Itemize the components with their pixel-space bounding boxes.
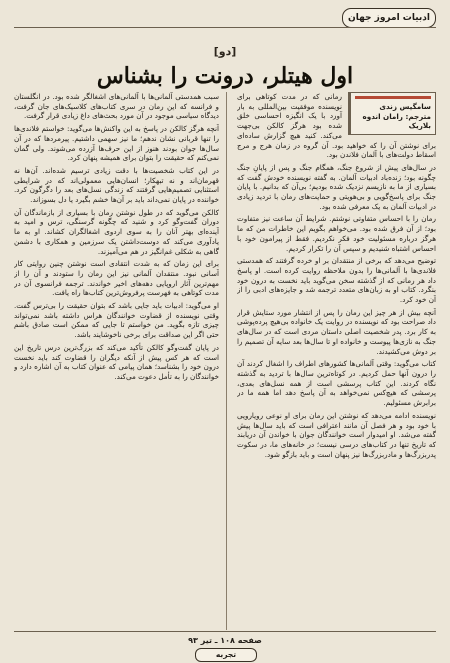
paragraph: او می‌گوید: ادبیات باید جایی باشد که بتوان حقیقت را بی‌ترس گفت. وقتی نویسنده از قضاوت خوانندگان هراس داشته باشد نمی‌تواند چیزی تازه بگوید. من خواستم تا جایی که ممکن است صادق باشم حتی اگر این صداقت برای برخی ناخوشایند باشد. <box>14 301 219 340</box>
paragraph: سبب همدستی آلمانی‌ها با آلمانی‌های اشغالگر شده بود. در انگلستان و فرانسه که این رمان در سری کتاب‌های کلاسیک‌های جان گرفت، دیدگاه سیاسی موجود در آن مورد بحث‌های داغ زیادی قرار گرفت. <box>14 92 219 121</box>
paragraph: در پایان گفت‌وگو کالکن تأکید می‌کند که بزرگ‌ترین درس تاریخ این است که هر کس پیش از آنکه دیگران را قضاوت کند باید نخست درون خود را بشناسد؛ همان پیامی که عنوان کتاب به آن اشاره دارد و خوانندگان را به تأمل دعوت می‌کند. <box>14 342 219 381</box>
magazine-logo <box>195 648 257 662</box>
paragraph: در سال‌های پیش از شروع جنگ، همگام جنگ و پس از پایانِ جنگ چگونه بود؛ زنده‌باد ادبیات آلمان. به گفته نویسنده خودش گفت که بسیاری از ما به نازیسم نزدیک شده بودیم؛ بی‌آن که بدانیم. با پایان جنگ برای پاسخ‌گویی و بی‌هویتی و حمایت‌های رمان با تردید زیادی در ادبیات آلمان به یک معرفی شده بود. <box>237 162 436 211</box>
part-label: [دو] <box>213 45 237 58</box>
header-rule <box>14 27 436 28</box>
paragraph: در این کتاب شخصیت‌ها با دقت زیادی ترسیم شده‌اند. آن‌ها نه قهرمان‌اند و نه تبهکار؛ انسان‌هایی معمولی‌اند که در شرایطی استثنایی تصمیم‌هایی گرفتند که زندگی نسل‌های بعد را دگرگون کرد. خواننده در پایان نمی‌داند باید بر آن‌ها خشم بگیرد یا دل بسوزاند. <box>14 165 219 205</box>
page-number: صفحه ۱۰۸ ـ تیر ۹۳ <box>188 636 262 645</box>
column-divider <box>226 92 227 630</box>
paragraph: آنچه هرگز کالکن در پاسخ به این واکنش‌ها می‌گوید: خواستم فلاندی‌ها را تنها قربانی نشان ندهم؛ ما نیز سهمی داشتیم. پیرمردها که در آن سال‌ها جوان بودند هنوز از این حرف‌ها آزرده می‌شوند. ولی گمان نمی‌کنم که حقیقت را بتوان برای همیشه پنهان کرد. <box>14 124 219 163</box>
paragraph: آنچه بیش از هر چیز این رمان را پس از انتشار مورد ستایش قرار داد صراحت بود که نویسنده در روایت یک خانواده بی‌هیچ پرده‌پوشی به کار برد. پدر شخصیت اصلی داستان مردی است که در سال‌های جنگ به نازی‌ها پیوست و خانواده او تا سال‌ها بعد سایه آن تصمیم را بر دوش می‌کشیدند. <box>237 307 436 356</box>
paragraph: رمان را با احساس متفاوتی نوشتم. شرایط آن ساعت نیز متفاوت بود؛ از آن فرق شده بود. می‌خواهم بگویم این خاطرات من که ما هرگز درباره مسئولیت خود فکر نکردیم. فقط از پیرامون خود با احساس اشتباه شنیدیم و سپس آن را تکرار کردیم. <box>237 214 436 253</box>
paragraph: نویسنده ادامه می‌دهد که نوشتن این رمان برای او نوعی رویارویی با خود بود و هر فصل آن مانند اعترافی است که باید سال‌ها پیش گفته می‌شد. او امیدوار است خوانندگان جوان با خواندن آن دریابند که تاریخ تنها در کتاب‌های درسی نیست؛ در خانه‌های ما، در سکوت پدربزرگ‌ها و مادربزرگ‌ها نیز پنهان است و باید بازگو شود. <box>237 410 436 459</box>
paragraph: کالکن می‌گوید که در طول نوشتن رمان با بسیاری از بازماندگان آن دوران گفت‌وگو کرد و شنید که چگونه گرسنگی، ترس و امید به آینده‌ای بهتر آنان را به سوی اردوی اشغالگران کشاند. او به ما یادآوری می‌کند که دوست‌داشتن یک سرزمین و همکاری با دشمن گاهی به شکلی غم‌انگیز در هم می‌آمیزند. <box>14 207 219 256</box>
article-title: اول هیتلر، درونت را بشناس <box>96 63 354 89</box>
left-column <box>14 92 219 630</box>
section-tag <box>342 8 436 28</box>
section-tag-label: ادبیات امروز جهان <box>348 13 430 23</box>
paragraph: توضیح می‌دهد که برخی از منتقدان بر او خرده گرفتند که همدستی فلاندی‌ها با آلمانی‌ها را بدون ملاحظه روایت کرده است. او پاسخ داد هر رمانی که از گذشته سخن می‌گوید باید نخست به درون خود بنگرد. کتاب او به زبان‌های متعدد ترجمه شد و جایزه‌های ادبی را از آن خود کرد. <box>237 256 436 305</box>
magazine-logo-text: تجربه <box>215 650 237 659</box>
byline-accent-bar <box>355 96 431 99</box>
paragraph: کتاب می‌گوید: وقتی آلمانی‌ها کشورهای اطراف را اشغال کردند آن را درون آنها حمل کردیم. در کوتاه‌ترین سال‌ها با تردید به گذشته نگاه کردند. این کتاب پرسشی است از همه نسل‌های بعدی، پرسشی که هیچ‌کس نمی‌خواهد به آن پاسخ دهد اما همه ما در برابرش مسئولیم. <box>237 359 436 408</box>
author-byline-box <box>348 92 436 135</box>
author-byline: سامگیس زندی مترجم: رامان اندوه بلاریک <box>362 102 431 131</box>
paragraph: رمانی که در مدت کوتاهی برای نویسنده موفقیت بین‌المللی به بار آورد با یک انگیزه احساسی خلق شده بود هرگز کالکن بی‌جهت می‌کند. کنید هیچ گزارش ساده‌ای برای نوشتن آن را که خواهید بود. آن گروه در زمان هرج و مرج اسقاط دولت‌های با آلمان فلاندن بود. <box>237 92 436 160</box>
footer-rule <box>14 631 436 632</box>
paragraph: برای این زمان که به شدت انتقادی است نوشتن چنین روایتی کار آسانی نبود. منتقدان آلمانی نیز این رمان را ستودند و آن را از مهم‌ترین آثار اروپایی دهه‌های اخیر خواندند. ترجمه فرانسوی آن در مدت کوتاهی به فهرست پرفروش‌ترین کتاب‌ها راه یافت. <box>14 259 219 298</box>
right-column <box>237 92 436 622</box>
